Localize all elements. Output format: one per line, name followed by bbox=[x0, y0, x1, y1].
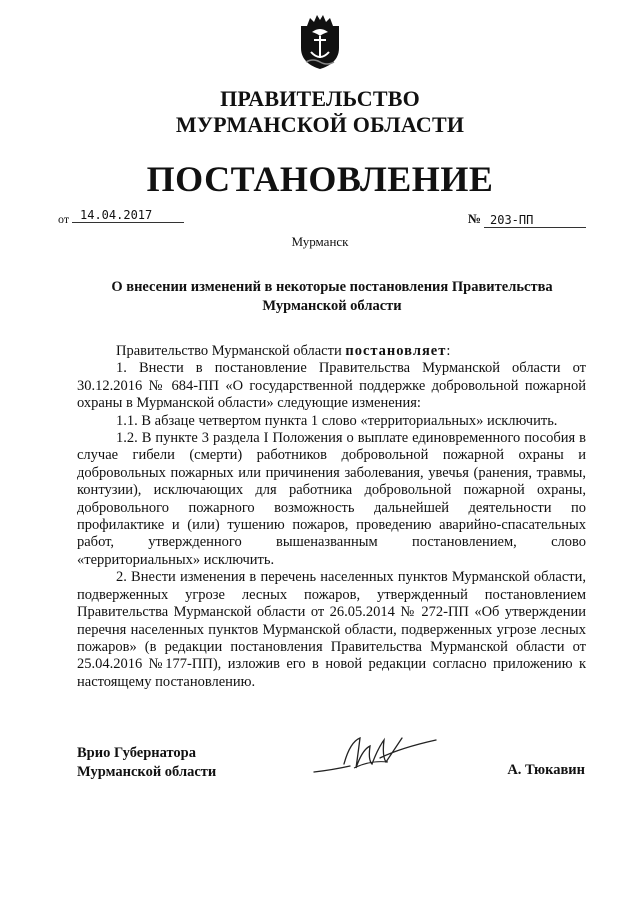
coat-of-arms-icon bbox=[298, 12, 342, 70]
paragraph-2: 2. Внести изменения в перечень населенных пунктов Мурманской области, подверженных угрозе лесных пожаров, утвержденный постановлением Правительства Мурманской области от 26.05.2014 № 272-ПП «Об утверждении перечня населенных пунктов Мурманской области, подверженных угрозе лесных пожаров» (в редакции постановления Правительства Мурманской области от 25.04.2016 №177-ПП), изложив его в новой редакции согласно приложению к настоящему постановлению. bbox=[77, 569, 586, 690]
intro-decision-word: постановляет bbox=[345, 343, 447, 359]
paragraph-1-2: 1.2. В пункте 3 раздела I Положения о выплате единовременного пособия в случае гибели (смерти) работников добровольной пожарной охраны и добровольных пожарных или причинения заболевания, увечья (ранения, травмы, контузии), исключающих для работника добровольной пожарной охраны, добровольного пожарного возможность дальнейшей деятельности по профилактике и (или) тушению пожаров, проведению аварийно-спасательных работ, утвержденного вышеназванным постановлением, слово «территориальных» исключить. bbox=[77, 430, 586, 568]
handwritten-signature bbox=[310, 728, 442, 782]
document-date: 14.04.2017 bbox=[72, 208, 184, 223]
paragraph-1-1: 1.1. В абзаце четвертом пункта 1 слово «территориальных» исключить. bbox=[116, 412, 558, 429]
intro-paragraph bbox=[77, 343, 586, 360]
date-prefix: от bbox=[58, 212, 70, 226]
document-type-title: ПОСТАНОВЛЕНИЕ bbox=[146, 159, 494, 199]
intro-colon: : bbox=[446, 343, 451, 359]
signatory-title bbox=[77, 744, 216, 782]
signatory-title-line1: Врио Губернатора bbox=[77, 745, 196, 761]
city-name: Мурманск bbox=[291, 234, 349, 249]
document-number: 203-ПП bbox=[484, 213, 586, 228]
number-prefix: № bbox=[468, 211, 482, 226]
paragraph-1: 1. Внести в постановление Правительства Мурманской области от 30.12.2016 № 684-ПП «О государственной поддержке добровольной пожарной охраны в Мурманской области» следующие изменения: bbox=[77, 360, 586, 412]
organization-title-line2: МУРМАНСКОЙ ОБЛАСТИ bbox=[175, 112, 465, 137]
organization-title-line1: ПРАВИТЕЛЬСТВО bbox=[220, 86, 420, 111]
signatory-title-line2: Мурманской области bbox=[77, 764, 217, 780]
intro-text: Правительство Мурманской области bbox=[116, 343, 346, 359]
signatory-name: А. Тюкавин bbox=[507, 762, 585, 778]
document-subject: О внесении изменений в некоторые постановления Правительства Мурманской области bbox=[111, 279, 553, 314]
document-body bbox=[77, 343, 586, 691]
